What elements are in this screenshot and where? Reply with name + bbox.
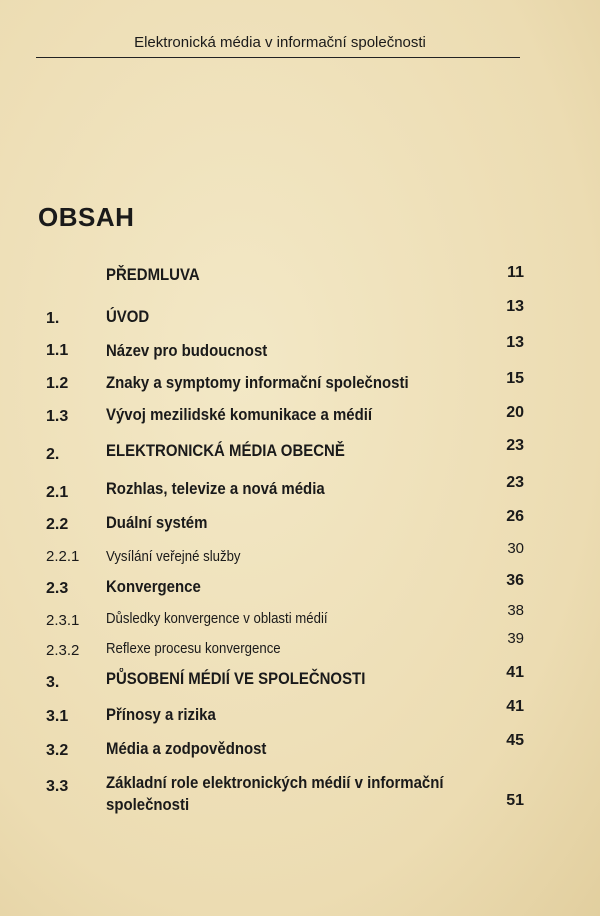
entry-number: 2. <box>46 446 60 463</box>
entry-page: 41 <box>506 698 524 715</box>
entry-title: ELEKTRONICKÁ MÉDIA OBECNĚ <box>106 441 345 460</box>
entry-title: Vývoj mezilidské komunikace a médií <box>106 405 373 424</box>
entry-number: 1.2 <box>46 375 69 392</box>
entry-page: 30 <box>507 540 524 557</box>
entry-title: Vysílání veřejné služby <box>106 548 241 565</box>
contents-heading: OBSAH <box>38 202 135 232</box>
entry-page: 39 <box>507 630 524 647</box>
entry-title: PŘEDMLUVA <box>106 265 200 284</box>
header-rule <box>36 57 520 58</box>
entry-title: Reflexe procesu konvergence <box>106 640 281 657</box>
entry-number: 2.3 <box>46 580 69 597</box>
entry-page: 20 <box>506 404 524 421</box>
entry-title: Základní role elektronických médií v informační společnosti <box>106 773 444 814</box>
entry-page: 36 <box>506 572 524 589</box>
running-head: Elektronická média v informační společnosti <box>134 34 426 51</box>
entry-number: 2.2.1 <box>46 548 80 565</box>
entry-number: 1.3 <box>46 408 69 425</box>
entry-number: 1. <box>46 310 60 327</box>
entry-title: Konvergence <box>106 577 201 596</box>
entry-page: 13 <box>506 298 524 315</box>
entry-page: 23 <box>506 437 524 454</box>
entry-number: 3.3 <box>46 778 69 795</box>
entry-title: Duální systém <box>106 513 208 532</box>
entry-title: Znaky a symptomy informační společnosti <box>106 373 409 392</box>
entry-page: 26 <box>506 508 524 525</box>
entry-title: Název pro budoucnost <box>106 341 268 360</box>
entry-title: ÚVOD <box>106 307 150 326</box>
entry-title: Rozhlas, televize a nová média <box>106 479 325 498</box>
entry-number: 1.1 <box>46 342 69 359</box>
entry-page: 45 <box>506 732 524 749</box>
entry-page: 23 <box>506 474 524 491</box>
entry-title: Média a zodpovědnost <box>106 739 267 758</box>
entry-number: 2.3.2 <box>46 642 80 659</box>
entry-number: 2.3.1 <box>46 612 80 629</box>
entry-number: 3.2 <box>46 742 69 759</box>
entry-page: 13 <box>506 334 524 351</box>
entry-number: 2.1 <box>46 484 69 501</box>
entry-title: PŮSOBENÍ MÉDIÍ VE SPOLEČNOSTI <box>106 669 366 688</box>
entry-title: Přínosy a rizika <box>106 705 216 724</box>
entry-page: 51 <box>506 792 524 809</box>
entry-number: 2.2 <box>46 516 69 533</box>
entry-page: 15 <box>506 370 524 387</box>
entry-number: 3. <box>46 674 60 691</box>
entry-page: 11 <box>507 264 524 281</box>
entry-page: 38 <box>507 602 524 619</box>
entry-page: 41 <box>506 664 524 681</box>
entry-number: 3.1 <box>46 708 69 725</box>
entry-title: Důsledky konvergence v oblasti médií <box>106 610 328 627</box>
